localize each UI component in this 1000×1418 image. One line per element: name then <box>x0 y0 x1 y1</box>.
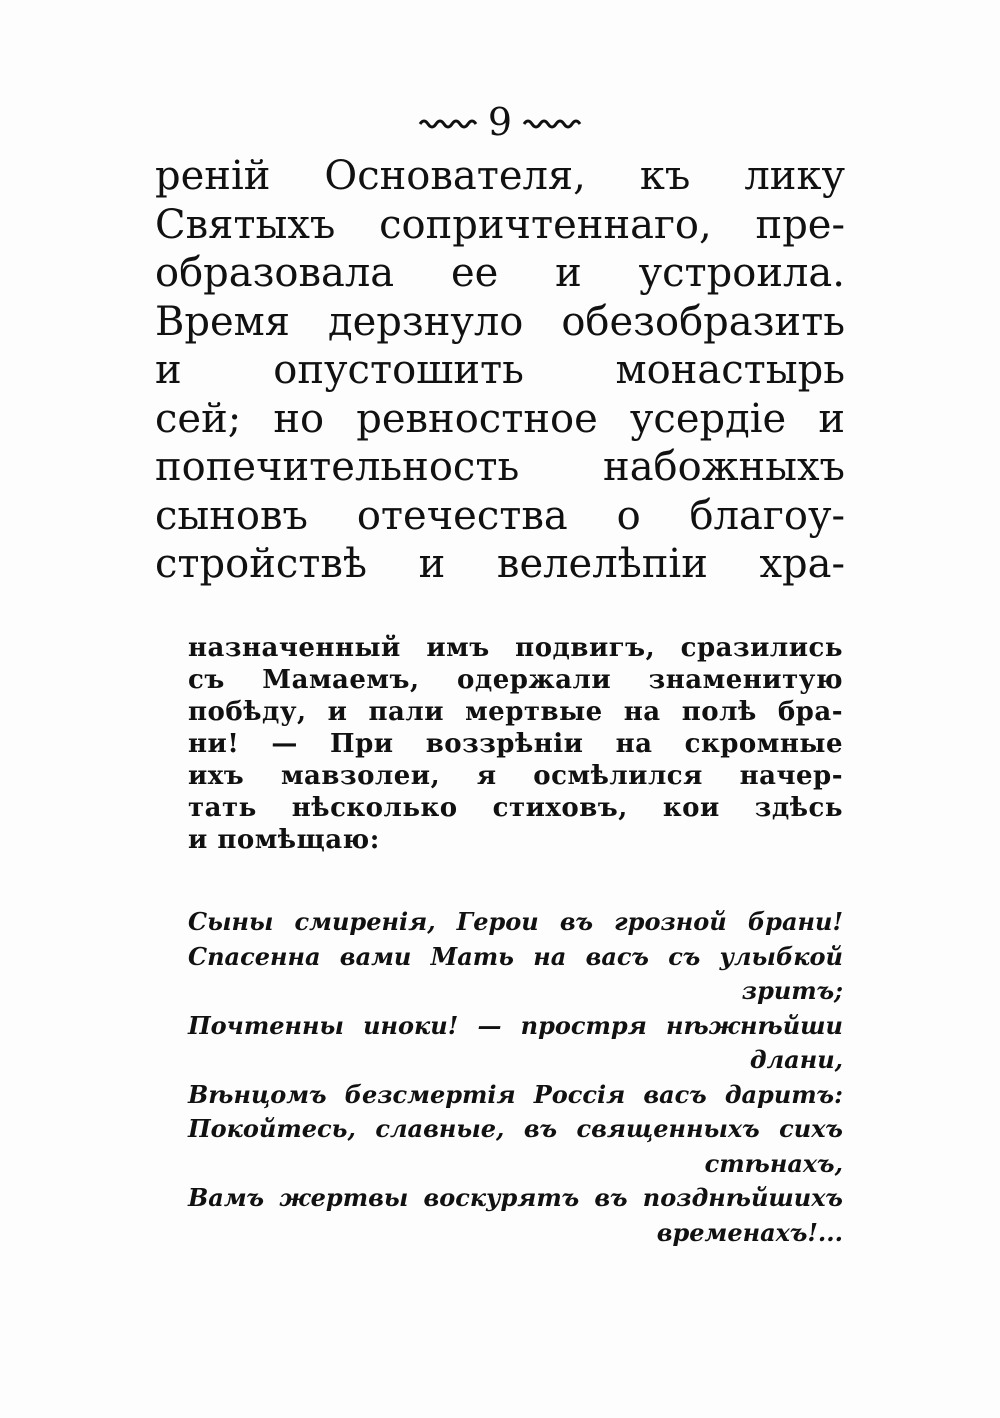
poem-line-continuation: временахъ!... <box>656 1217 843 1247</box>
text-line: образовала ее и устроила. <box>155 250 845 296</box>
footnote-line: побѣду, и пали мертвые на полѣ бра- <box>188 697 843 727</box>
poem-line: Покойтесь, славные, въ священныхъ сихъ <box>188 1114 843 1143</box>
footnote <box>188 632 843 856</box>
poem-line: Спасенна вами Мать на васъ съ улыбкой <box>188 941 843 971</box>
poem <box>188 905 843 1250</box>
text-line: сей; но ревностное усердіе и <box>155 395 845 442</box>
text-line: и опустошить монастырь <box>155 347 845 393</box>
ornament-wave-right-icon <box>522 115 582 129</box>
footnote-line: и помѣщаю: <box>188 825 380 855</box>
text-line: Время дерзнуло обезобразить <box>155 298 845 345</box>
poem-line-continuation: зритъ; <box>741 976 843 1005</box>
text-line: сыновъ отечества о благоу- <box>155 492 845 539</box>
poem-line: Вѣнцомъ безсмертія Россія васъ даритъ: <box>188 1079 843 1109</box>
ornament-wave-left-icon <box>418 115 478 129</box>
poem-line: Вамъ жертвы воскурятъ въ позднѣйшихъ <box>188 1183 843 1212</box>
footnote-line: ихъ мавзолеи, я осмѣлился начер- <box>188 761 843 791</box>
page-number: 9 <box>487 100 513 144</box>
running-head <box>400 100 600 144</box>
footnote-line: тать нѣсколько стиховъ, кои здѣсь <box>188 793 843 823</box>
poem-line-continuation: длани, <box>749 1045 843 1074</box>
text-line: стройствѣ и велелѣпіи хра- <box>155 541 845 587</box>
footnote-line: назначенный имъ подвигъ, сразились <box>188 633 843 663</box>
poem-line-continuation: стѣнахъ, <box>704 1148 843 1178</box>
footnote-line: ни! — При воззрѣніи на скромные <box>188 729 843 759</box>
footnote-line: съ Мамаемъ, одержали знаменитую <box>188 665 843 695</box>
poem-line: Сыны смиренія, Герои въ грозной брани! <box>188 907 843 936</box>
main-text <box>155 152 845 589</box>
text-line: Святыхъ сопричтеннаго, пре- <box>155 201 845 248</box>
poem-line: Почтенны иноки! — простря нѣжнѣйши <box>188 1010 843 1040</box>
text-line: попечительность набожныхъ <box>155 444 845 490</box>
text-line: реній Основателя, къ лику <box>155 153 845 199</box>
